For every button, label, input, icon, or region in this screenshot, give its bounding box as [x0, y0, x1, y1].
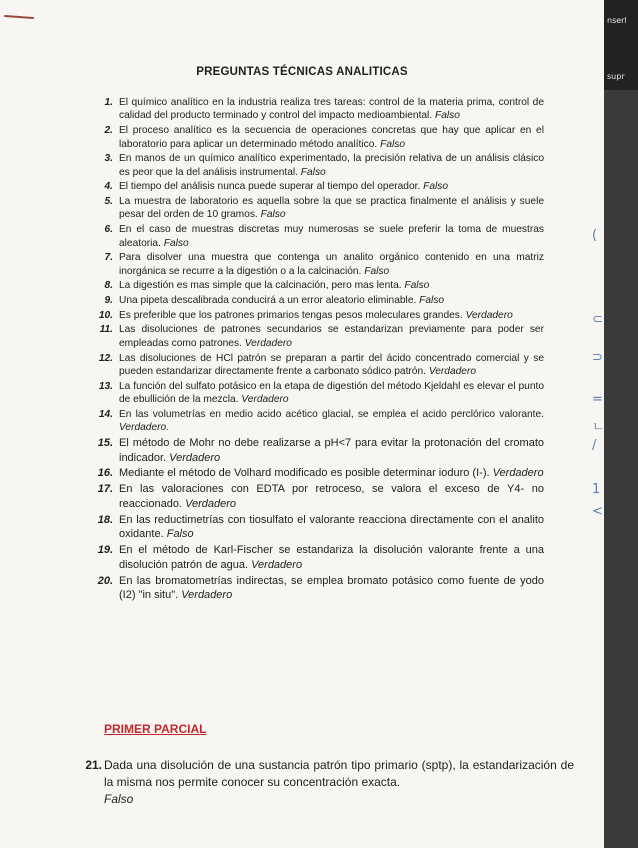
question-text: Las disoluciones de patrones secundarios se estandarizan previamente para poder ser empleadas como patrones.: [119, 324, 544, 349]
question-answer: Falso: [435, 110, 460, 122]
question-number: 20.: [97, 574, 113, 587]
margin-mark: =: [592, 392, 603, 407]
question-answer: Falso: [364, 265, 390, 277]
question-text: El tiempo del análisis nunca puede superar al tiempo del operador.: [119, 181, 421, 193]
question-number: 7.: [104, 252, 113, 264]
question-text: En las reductimetrías con tiosulfato el valorante reacciona directamente con el analito oxidante.: [119, 513, 544, 541]
question-number: 2.: [104, 125, 113, 137]
question-item: [88, 294, 544, 307]
question-item: [88, 251, 544, 278]
question-answer: Verdadero: [251, 558, 303, 571]
question-item: [80, 757, 574, 808]
page-title: PREGUNTAS TÉCNICAS ANALITICAS: [196, 66, 408, 78]
question-answer: Verdadero: [181, 589, 233, 602]
question-answer: Falso: [380, 138, 406, 150]
question-text: En el caso de muestras discretas muy numerosas se suele preferir la toma de muestras aleatoria.: [119, 224, 544, 249]
question-number: 11.: [99, 324, 113, 336]
question-answer: Falso: [104, 792, 134, 806]
section-title: PRIMER PARCIAL: [104, 722, 207, 736]
question-number: 6.: [104, 224, 113, 236]
question-answer: Verdadero: [465, 309, 513, 321]
question-answer: Verdadero: [185, 497, 237, 510]
question-answer: Falso: [404, 280, 430, 292]
question-item: [88, 195, 544, 222]
question-number: 16.: [97, 467, 113, 480]
question-text: En las bromatometrías indirectas, se emplea bromato potásico como fuente de yodo (I2) "in situ".: [119, 574, 544, 602]
question-item: [88, 408, 544, 435]
question-number: 18.: [97, 513, 113, 526]
question-text: El método de Mohr no debe realizarse a pH<7 para evitar la protonación del cromato indicador.: [119, 436, 544, 464]
question-number: 5.: [104, 196, 113, 208]
question-number: 21.: [85, 758, 102, 772]
edge-label-mid: supr: [607, 72, 625, 81]
question-answer: Verdadero: [241, 394, 289, 406]
question-item: [88, 436, 544, 465]
question-text: En el método de Karl-Fischer se estandariza la disolución valorante frente a una disolución patrón de agua.: [119, 544, 544, 571]
question-answer: Verdadero: [492, 467, 544, 480]
question-number: 9.: [104, 295, 113, 307]
edge-label-top: nserl: [607, 16, 627, 25]
question-number: 17.: [97, 483, 113, 496]
question-number: 8.: [104, 280, 113, 292]
question-item: [88, 309, 544, 322]
question-answer: Verdadero.: [119, 422, 170, 434]
question-text: Mediante el método de Volhard modificado es posible determinar ioduro (I-).: [119, 467, 490, 480]
question-text: La función del sulfato potásico en la etapa de digestión del método Kjeldahl es elevar el punto de ebullición de la mezcla.: [119, 380, 544, 406]
question-number: 4.: [104, 181, 113, 193]
question-item: [88, 352, 544, 379]
margin-mark: ㄴ: [592, 420, 605, 435]
question-text: La muestra de laboratorio es aquella sobre la que se practica finalmente el análisis y suele pesar del orden de 10 gramos.: [119, 196, 544, 221]
question-item: [88, 380, 544, 407]
question-answer: Falso: [260, 209, 286, 221]
question-item: [88, 223, 544, 250]
question-number: 3.: [104, 153, 113, 165]
question-answer: Falso: [300, 166, 326, 178]
question-item: [88, 180, 544, 193]
question-text: En las valoraciones con EDTA por retroceso, se valora el exceso de Y4- no reaccionado.: [119, 483, 544, 510]
question-item: [88, 543, 544, 572]
question-text: El químico analítico en la industria realiza tres tareas: control de la materia prima, control de calidad del producto terminado y control del impacto medioambiental.: [119, 97, 544, 122]
question-item: [88, 323, 544, 350]
margin-mark: ⊂: [592, 312, 603, 327]
question-answer: Falso: [166, 528, 194, 541]
question-number: 12.: [98, 352, 113, 364]
question-item: [88, 513, 544, 542]
question-text: La digestión es mas simple que la calcinación, pero mas lenta.: [119, 280, 402, 292]
question-text: Las disoluciones de HCl patrón se preparan a partir del ácido concentrado comercial y se pueden estandarizar directamente frente a carbonato sódico patrón.: [119, 352, 544, 377]
question-answer: Falso: [419, 295, 445, 307]
margin-mark: 1: [592, 482, 601, 497]
question-item: [88, 574, 544, 603]
question-answer: Verdadero: [169, 451, 221, 464]
margin-mark: (: [592, 228, 598, 243]
question-number: 13.: [98, 380, 113, 392]
question-list: [88, 96, 544, 604]
adjacent-page-edge: [604, 0, 638, 848]
margin-mark: ⊃: [592, 350, 603, 365]
question-number: 1.: [104, 97, 113, 108]
question-text: En las volumetrías en medio acido acético glacial, se emplea el acido perclórico valorante.: [119, 408, 544, 420]
question-number: 19.: [97, 544, 113, 557]
question-text: Una pipeta descalibrada conducirá a un error aleatorio eliminable.: [119, 295, 417, 307]
question-text: Para disolver una muestra que contenga un analito orgánico contenido en una matriz inorgánica se recurre a la digestión o a la calcinación.: [119, 252, 544, 277]
question-item: [88, 466, 544, 481]
question-item: [88, 482, 544, 511]
question-answer: Verdadero: [428, 365, 477, 377]
question-item: [88, 279, 544, 292]
margin-mark: /: [592, 438, 597, 453]
question-item: [88, 152, 544, 179]
question-answer: Falso: [423, 181, 449, 193]
question-text: Es preferible que los patrones primarios tengas pesos moleculares grandes.: [119, 309, 463, 321]
question-answer: Verdadero: [244, 337, 292, 349]
question-item: [88, 96, 544, 123]
question-text: Dada una disolución de una sustancia patrón tipo primario (sptp), la estandarización de la misma nos permite conocer su concentración exacta.: [104, 758, 574, 789]
question-number: 14.: [98, 408, 113, 420]
question-text: En manos de un químico analítico experimentado, la precisión relativa de un análisis clásico es peor que la del análisis instrumental.: [119, 153, 544, 178]
question-number: 10.: [98, 309, 113, 321]
question-item: [88, 124, 544, 151]
question-number: 15.: [97, 436, 113, 449]
margin-mark: <: [592, 504, 603, 519]
question-text: El proceso analítico es la secuencia de operaciones concretas que hay que aplicar en el laboratorio para aplicar un determinado método analítico.: [119, 125, 544, 150]
question-answer: Falso: [163, 237, 189, 249]
